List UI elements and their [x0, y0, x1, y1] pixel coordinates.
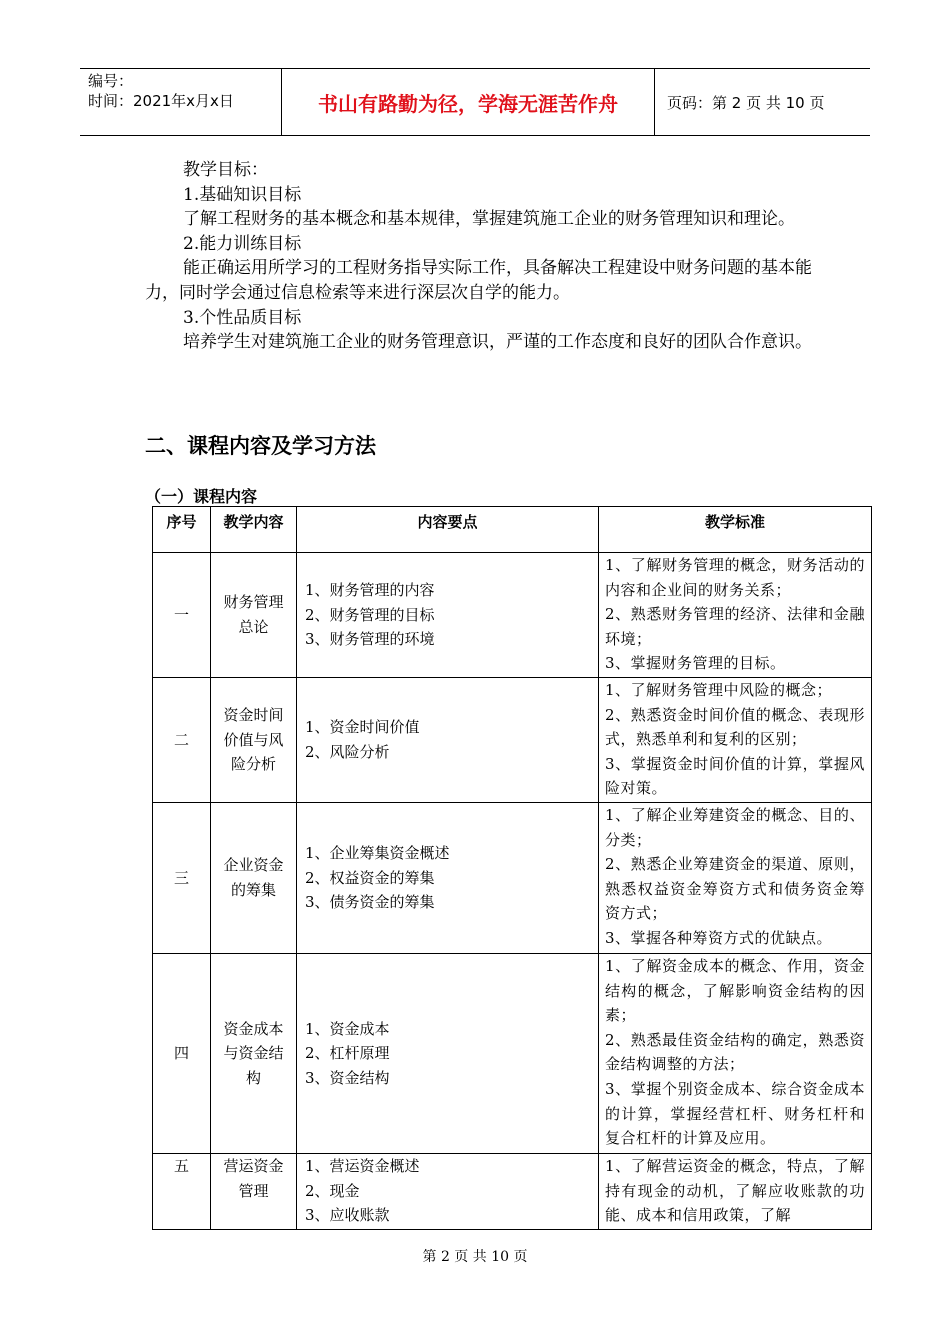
row-points: 1、资金时间价值 2、风险分析 [297, 678, 599, 803]
col-header-standard: 教学标准 [599, 507, 872, 553]
row-standard: 1、了解资金成本的概念、作用，资金结构的概念，了解影响资金结构的因素； 2、熟悉最佳资金结构的确定，熟悉资金结构调整的方法； 3、掌握个别资金成本、综合资金成本的计算，掌握经营杠杆、财务杠杆和复合杠杆的计算及应用。 [599, 954, 872, 1154]
section-title: 二、课程内容及学习方法 [145, 434, 376, 458]
objective-title: 3.个性品质目标 [183, 307, 302, 328]
col-header-content: 教学内容 [211, 507, 297, 553]
col-header-points: 内容要点 [297, 507, 599, 553]
objective-text: 能正确运用所学习的工程财务指导实际工作，具备解决工程建设中财务问题的基本能力，同时学会通过信息检索等来进行深层次自学的能力。 [145, 258, 812, 303]
row-standard: 1、了解企业筹建资金的概念、目的、分类； 2、熟悉企业筹建资金的渠道、原则，熟悉权益资金筹资方式和债务资金筹资方式； 3、掌握各种筹资方式的优缺点。 [599, 803, 872, 954]
course-content-table [152, 506, 872, 1230]
row-points: 1、资金成本 2、杠杆原理 3、资金结构 [297, 954, 599, 1154]
objective-title: 1.基础知识目标 [183, 184, 302, 205]
row-standard: 1、了解财务管理的概念，财务活动的内容和企业间的财务关系； 2、熟悉财务管理的经济、法律和金融环境； 3、掌握财务管理的目标。 [599, 553, 872, 678]
row-no: 三 [153, 803, 211, 954]
objective-title: 2.能力训练目标 [183, 233, 302, 254]
header-motto: 书山有路勤为径，学海无涯苦作舟 [282, 69, 655, 135]
row-standard: 1、了解营运资金的概念，特点，了解持有现金的动机，了解应收账款的功能、成本和信用政策，了解 [599, 1154, 872, 1230]
table-row [153, 954, 872, 1154]
header-meta [80, 69, 282, 135]
row-no: 一 [153, 553, 211, 678]
row-points: 1、财务管理的内容 2、财务管理的目标 3、财务管理的环境 [297, 553, 599, 678]
col-header-no: 序号 [153, 507, 211, 553]
table-row [153, 678, 872, 803]
teaching-objectives [145, 158, 815, 355]
table-row [153, 553, 872, 678]
row-content: 营运资金管理 [211, 1154, 297, 1230]
objective-text: 了解工程财务的基本概念和基本规律，掌握建筑施工企业的财务管理知识和理论。 [183, 209, 795, 230]
table-row [153, 803, 872, 954]
header-page-info: 页码：第 2 页 共 10 页 [667, 93, 825, 112]
table-header-row [153, 507, 872, 553]
subsection-title: （一）课程内容 [145, 487, 258, 506]
row-points: 1、营运资金概述 2、现金 3、应收账款 [297, 1154, 599, 1230]
row-no: 五 [153, 1154, 211, 1230]
row-content: 财务管理总论 [211, 553, 297, 678]
row-no: 四 [153, 954, 211, 1154]
row-content: 企业资金的筹集 [211, 803, 297, 954]
row-content: 资金时间价值与风险分析 [211, 678, 297, 803]
row-no: 二 [153, 678, 211, 803]
row-points: 1、企业筹集资金概述 2、权益资金的筹集 3、债务资金的筹集 [297, 803, 599, 954]
row-content: 资金成本与资金结构 [211, 954, 297, 1154]
page-header [80, 68, 870, 136]
code-label: 编号： [88, 72, 134, 90]
table-row [153, 1154, 872, 1230]
objectives-heading: 教学目标： [183, 160, 268, 180]
date-label: 时间：2021年x月x日 [88, 92, 234, 110]
page-footer: 第 2 页 共 10 页 [422, 1249, 528, 1265]
objective-text: 培养学生对建筑施工企业的财务管理意识，严谨的工作态度和良好的团队合作意识。 [183, 332, 812, 353]
row-standard: 1、了解财务管理中风险的概念； 2、熟悉资金时间价值的概念、表现形式，熟悉单利和复利的区别； 3、掌握资金时间价值的计算，掌握风险对策。 [599, 678, 872, 803]
